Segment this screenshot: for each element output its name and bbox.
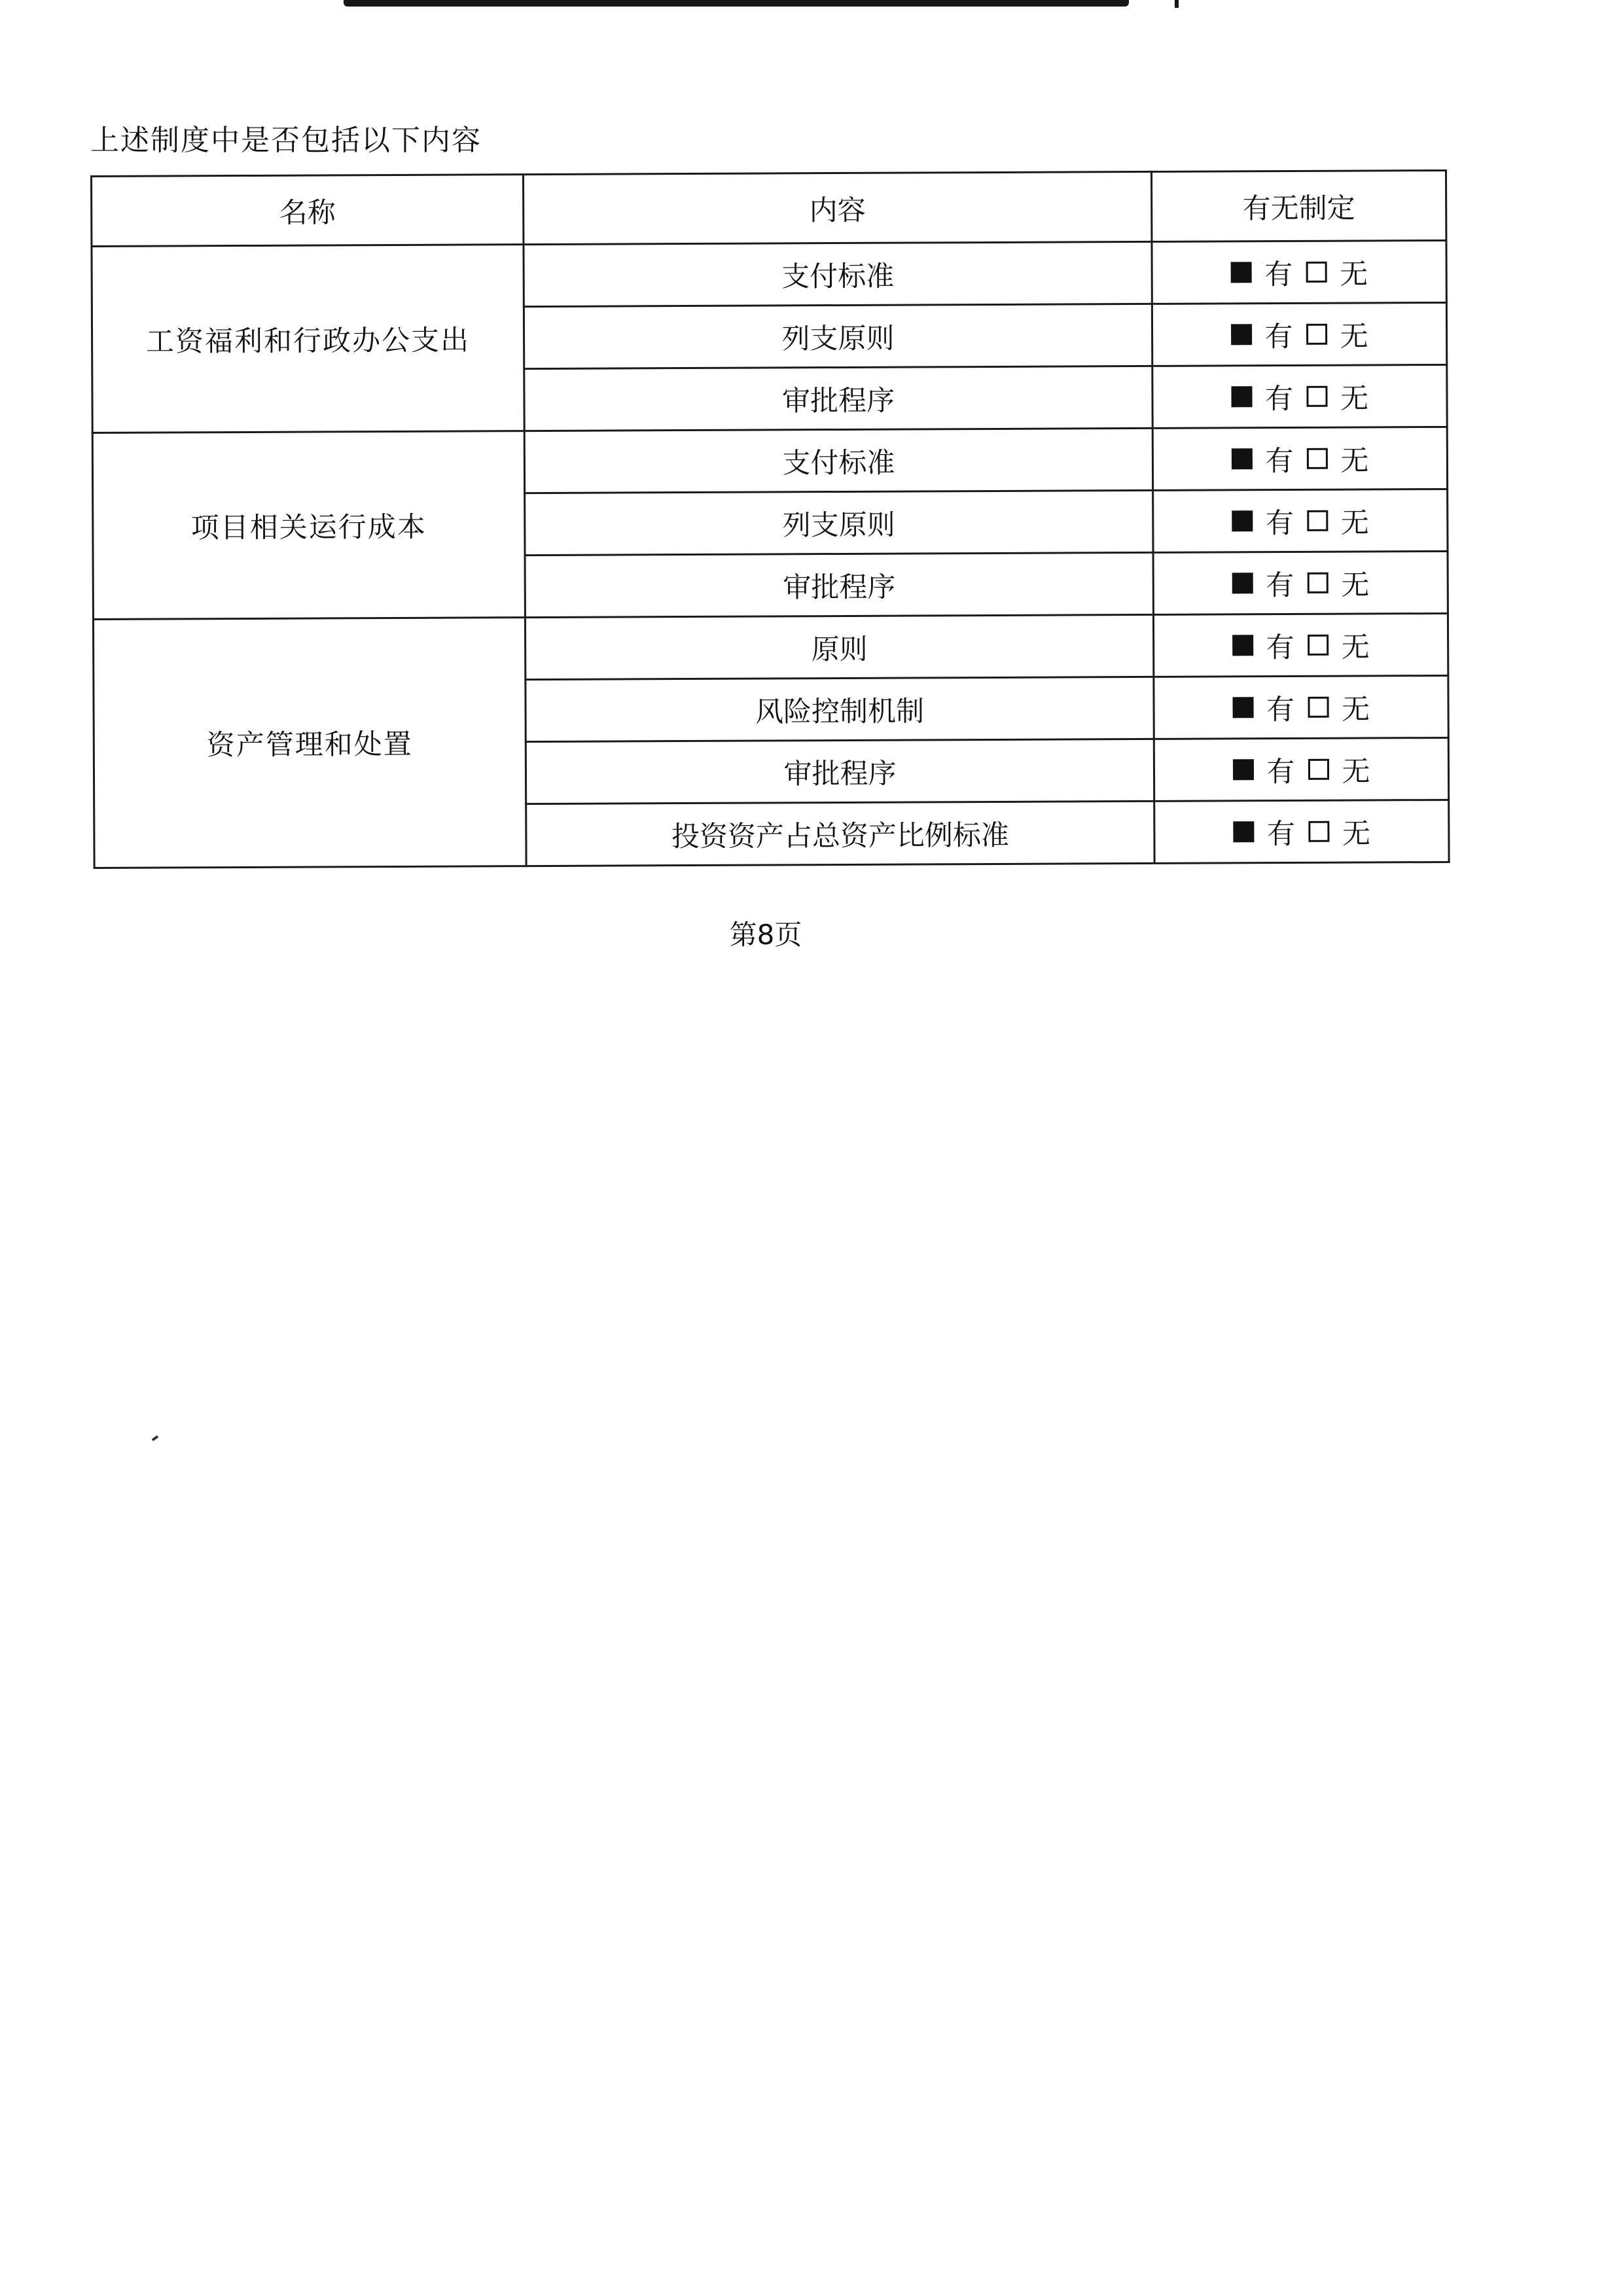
yes-no-choice bbox=[1230, 314, 1368, 355]
checked-box-icon bbox=[1231, 448, 1252, 469]
unchecked-box-icon bbox=[1307, 510, 1328, 531]
checked-box-icon bbox=[1232, 635, 1253, 656]
table-row bbox=[92, 427, 1447, 495]
option-yes-label: 有 bbox=[1264, 320, 1293, 353]
option-yes-label: 有 bbox=[1266, 569, 1294, 602]
yes-no-choice bbox=[1231, 376, 1368, 417]
checked-box-icon bbox=[1232, 759, 1253, 780]
content-cell: 原则 bbox=[525, 614, 1153, 679]
header-flag: 有无制定 bbox=[1151, 170, 1446, 241]
yes-no-choice bbox=[1232, 563, 1369, 603]
yes-no-choice bbox=[1232, 749, 1370, 790]
flag-cell bbox=[1152, 240, 1446, 304]
content-cell: 列支原则 bbox=[524, 304, 1152, 368]
top-rule bbox=[344, 0, 1129, 7]
content-cell: 审批程序 bbox=[525, 552, 1153, 617]
page-number: 第8页 bbox=[729, 919, 802, 951]
checked-box-icon bbox=[1230, 262, 1251, 283]
yes-no-choice bbox=[1233, 811, 1370, 852]
option-no-label: 无 bbox=[1341, 692, 1370, 726]
yes-no-choice bbox=[1231, 438, 1368, 479]
header-content: 内容 bbox=[524, 171, 1152, 244]
option-yes-label: 有 bbox=[1265, 444, 1294, 478]
category-name: 工资福利和行政办公支出 bbox=[92, 245, 524, 433]
flag-cell bbox=[1153, 551, 1448, 614]
option-no-label: 无 bbox=[1340, 444, 1369, 478]
yes-no-choice bbox=[1230, 252, 1368, 292]
checked-box-icon bbox=[1232, 510, 1253, 531]
stray-mark bbox=[152, 1435, 158, 1441]
unchecked-box-icon bbox=[1308, 759, 1329, 780]
option-yes-label: 有 bbox=[1266, 755, 1295, 788]
option-no-label: 无 bbox=[1342, 754, 1370, 788]
option-no-label: 无 bbox=[1341, 568, 1370, 602]
table-body bbox=[92, 240, 1449, 868]
option-yes-label: 有 bbox=[1266, 631, 1294, 664]
unchecked-box-icon bbox=[1307, 573, 1328, 593]
option-yes-label: 有 bbox=[1264, 382, 1294, 415]
checked-box-icon bbox=[1231, 324, 1252, 345]
option-no-label: 无 bbox=[1341, 630, 1370, 664]
content-cell: 审批程序 bbox=[526, 739, 1154, 804]
option-yes-label: 有 bbox=[1264, 258, 1293, 291]
yes-no-choice bbox=[1232, 625, 1370, 665]
yes-no-choice bbox=[1232, 687, 1370, 728]
intro-text: 上述制度中是否包括以下内容 bbox=[90, 124, 482, 157]
content-cell: 支付标准 bbox=[524, 428, 1152, 493]
option-yes-label: 有 bbox=[1266, 693, 1295, 726]
table-header-row bbox=[92, 170, 1446, 246]
unchecked-box-icon bbox=[1308, 821, 1329, 842]
table-row bbox=[93, 613, 1448, 681]
unchecked-box-icon bbox=[1306, 262, 1327, 283]
top-edge-mark bbox=[1175, 0, 1179, 8]
flag-cell bbox=[1152, 427, 1447, 490]
checked-box-icon bbox=[1232, 697, 1253, 718]
checked-box-icon bbox=[1231, 386, 1252, 407]
unchecked-box-icon bbox=[1308, 697, 1329, 718]
option-no-label: 无 bbox=[1340, 257, 1368, 291]
unchecked-box-icon bbox=[1306, 386, 1327, 407]
unchecked-box-icon bbox=[1306, 448, 1327, 469]
unchecked-box-icon bbox=[1306, 324, 1327, 345]
flag-cell bbox=[1154, 675, 1448, 739]
content-cell: 风险控制机制 bbox=[526, 677, 1154, 741]
flag-cell bbox=[1153, 489, 1448, 552]
option-no-label: 无 bbox=[1340, 506, 1369, 540]
content-cell: 投资资产占总资产比例标准 bbox=[526, 801, 1154, 866]
option-no-label: 无 bbox=[1340, 381, 1369, 415]
flag-cell bbox=[1152, 302, 1446, 366]
option-no-label: 无 bbox=[1340, 319, 1368, 353]
flag-cell bbox=[1152, 364, 1447, 428]
category-name: 项目相关运行成本 bbox=[92, 431, 525, 620]
option-no-label: 无 bbox=[1342, 817, 1371, 851]
policy-table bbox=[90, 169, 1450, 869]
flag-cell bbox=[1153, 613, 1448, 677]
flag-cell bbox=[1154, 800, 1449, 863]
yes-no-choice bbox=[1232, 501, 1369, 541]
table-row bbox=[92, 240, 1446, 308]
checked-box-icon bbox=[1232, 573, 1253, 593]
unchecked-box-icon bbox=[1308, 635, 1329, 656]
category-name: 资产管理和处置 bbox=[93, 618, 526, 868]
checked-box-icon bbox=[1233, 821, 1254, 842]
flag-cell bbox=[1154, 737, 1448, 801]
content-cell: 支付标准 bbox=[524, 241, 1152, 306]
content-cell: 审批程序 bbox=[524, 366, 1152, 431]
content-cell: 列支原则 bbox=[525, 490, 1153, 555]
option-yes-label: 有 bbox=[1265, 506, 1294, 540]
header-name: 名称 bbox=[92, 175, 524, 247]
option-yes-label: 有 bbox=[1266, 817, 1296, 851]
